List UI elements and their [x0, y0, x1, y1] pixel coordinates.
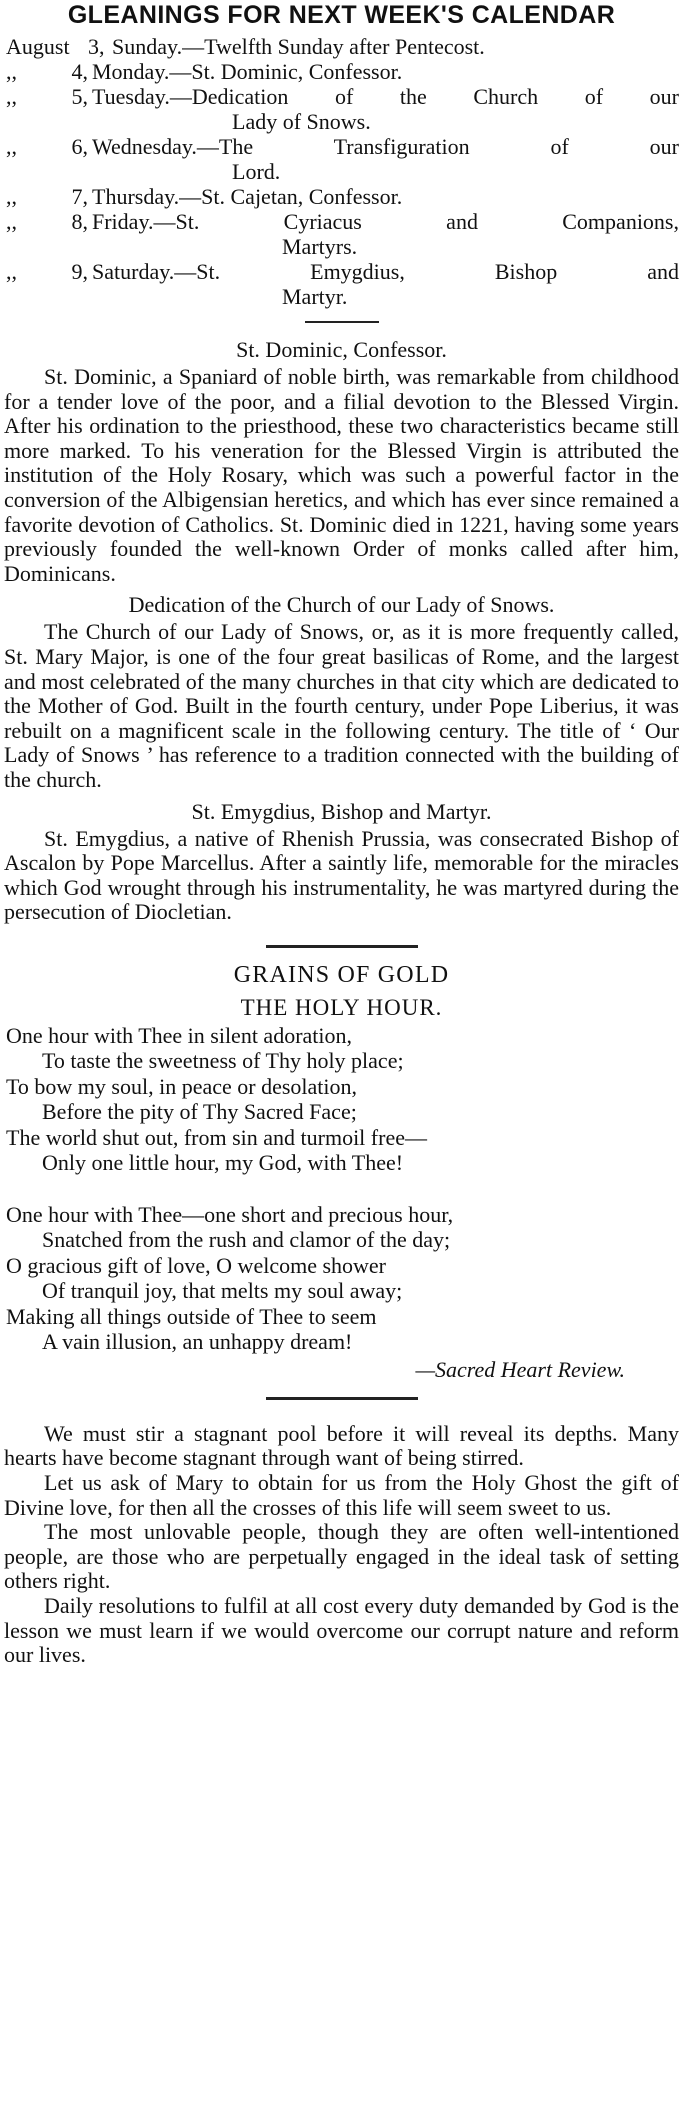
calendar-month: August: [6, 34, 70, 59]
spacer: [4, 1400, 679, 1422]
calendar-day: 4,: [71, 59, 88, 84]
calendar-entry: [4, 259, 679, 309]
calendar-text: Thursday.—St. Cajetan, Confessor.: [92, 184, 403, 209]
saying-paragraph: Daily resolutions to fulfil at all cost every duty demanded by God is the lesson we must learn if we would overcome our corrupt nature and reform our lives.: [4, 1593, 679, 1668]
calendar-entry: [4, 134, 679, 184]
poem-line: To taste the sweetness of Thy holy place;: [42, 1048, 404, 1074]
calendar-text: Sunday.—Twelfth Sunday after Pentecost.: [112, 34, 485, 59]
poem-line: Snatched from the rush and clamor of the day;: [42, 1227, 451, 1253]
calendar-text: Friday.—St. Cyriacus and Companions, Martyrs.: [92, 209, 679, 259]
calendar-day: 9,: [71, 259, 88, 284]
calendar-day: 8,: [71, 209, 88, 234]
section-heading-dominic: St. Dominic, Confessor.: [236, 337, 447, 362]
article-emygdius: St. Emygdius, a native of Rhenish Prussia, was consecrated Bishop of Ascalon by Pope Marcellus. After a saintly life, memorable for the miracles which God wrought through his instrumentality, he was martyred during the persecution of Diocletian.: [4, 825, 679, 925]
page-title: GLEANINGS FOR NEXT WEEK'S CALENDAR: [67, 1, 616, 29]
saying-paragraph: The most unlovable people, though they are often well-intentioned people, are those who are perpetually engaged in the ideal task of setting others right.: [4, 1519, 679, 1594]
calendar-month: ,,: [6, 184, 17, 209]
poem-line: Before the pity of Thy Sacred Face;: [42, 1099, 357, 1125]
poem-line: One hour with Thee—one short and precious hour,: [6, 1201, 454, 1227]
poem-line: One hour with Thee in silent adoration,: [6, 1022, 353, 1048]
poem: [4, 1023, 679, 1355]
calendar-entry: [4, 209, 679, 259]
calendar-list: [4, 34, 679, 309]
calendar-day: 6,: [71, 134, 88, 159]
poem-line: O gracious gift of love, O welcome shower: [6, 1252, 387, 1278]
calendar-entry: [4, 184, 679, 209]
calendar-month: ,,: [6, 84, 17, 109]
section-divider: [305, 321, 379, 323]
calendar-day: 3,: [88, 34, 105, 59]
article-dominic: St. Dominic, a Spaniard of noble birth, was remarkable from childhood for a tender love of the poor, and a filial devotion to the Blessed Virgin. After his ordination to the priesthood, these two characteristics became still more marked. To his veneration for the Blessed Virgin is attributed the institution of the Holy Rosary, which was such a powerful factor in the conversion of the Albigensian heretics, and which has ever since remained a favorite devotion of Catholics. St. Dominic died in 1221, having some years previously founded the well-known Order of monks called after him, Dominicans.: [4, 364, 679, 586]
calendar-entry: [4, 59, 679, 84]
poem-line: To bow my soul, in peace or desolation,: [6, 1073, 358, 1099]
article-snows: The Church of our Lady of Snows, or, as it is more frequently called, St. Mary Major, is one of the four great basilicas of Rome, and the largest and most celebrated of the many churches in that city which are dedicated to the Mother of God. Built in the fourth century, under Pope Liberius, it was rebuilt on a magnificent scale in the following century. The title of ‘ Our Lady of Snows ’ has reference to a tradition connected with the building of the church.: [4, 619, 679, 792]
calendar-text: Monday.—St. Dominic, Confessor.: [92, 59, 403, 84]
poem-line: Making all things outside of Thee to seem: [6, 1303, 377, 1329]
calendar-month: ,,: [6, 59, 17, 84]
calendar-month: ,,: [6, 134, 17, 159]
calendar-day: 5,: [71, 84, 88, 109]
calendar-entry: [4, 34, 679, 59]
poem-line: The world shut out, from sin and turmoil free—: [6, 1124, 427, 1150]
section-divider: [266, 945, 418, 948]
poem-line: Of tranquil joy, that melts my soul away;: [42, 1278, 403, 1304]
saying-paragraph: Let us ask of Mary to obtain for us from the Holy Ghost the gift of Divine love, for then all the crosses of this life will seem sweet to us.: [4, 1470, 679, 1520]
poem-attribution: —Sacred Heart Review.: [415, 1356, 625, 1382]
poem-title: THE HOLY HOUR.: [240, 994, 443, 1020]
section-heading-snows: Dedication of the Church of our Lady of Snows.: [128, 592, 555, 618]
calendar-day: 7,: [71, 184, 88, 209]
calendar-text: Wednesday.—The Transfiguration of our Lord.: [92, 134, 679, 184]
stanza-break: [6, 1176, 679, 1202]
calendar-text: Saturday.—St. Emygdius, Bishop and Martyr.: [92, 259, 679, 309]
poem-line: Only one little hour, my God, with Thee!: [42, 1150, 404, 1176]
poem-line: A vain illusion, an unhappy dream!: [42, 1329, 353, 1355]
calendar-month: ,,: [6, 209, 17, 234]
calendar-entry: [4, 84, 679, 134]
calendar-text: Tuesday.—Dedication of the Church of our Lady of Snows.: [92, 84, 679, 134]
saying-paragraph: We must stir a stagnant pool before it will reveal its depths. Many hearts have become stagnant through want of being stirred.: [4, 1420, 679, 1471]
section-heading-emygdius: St. Emygdius, Bishop and Martyr.: [191, 798, 492, 824]
grains-heading: GRAINS OF GOLD: [233, 961, 450, 988]
calendar-month: ,,: [6, 259, 17, 284]
